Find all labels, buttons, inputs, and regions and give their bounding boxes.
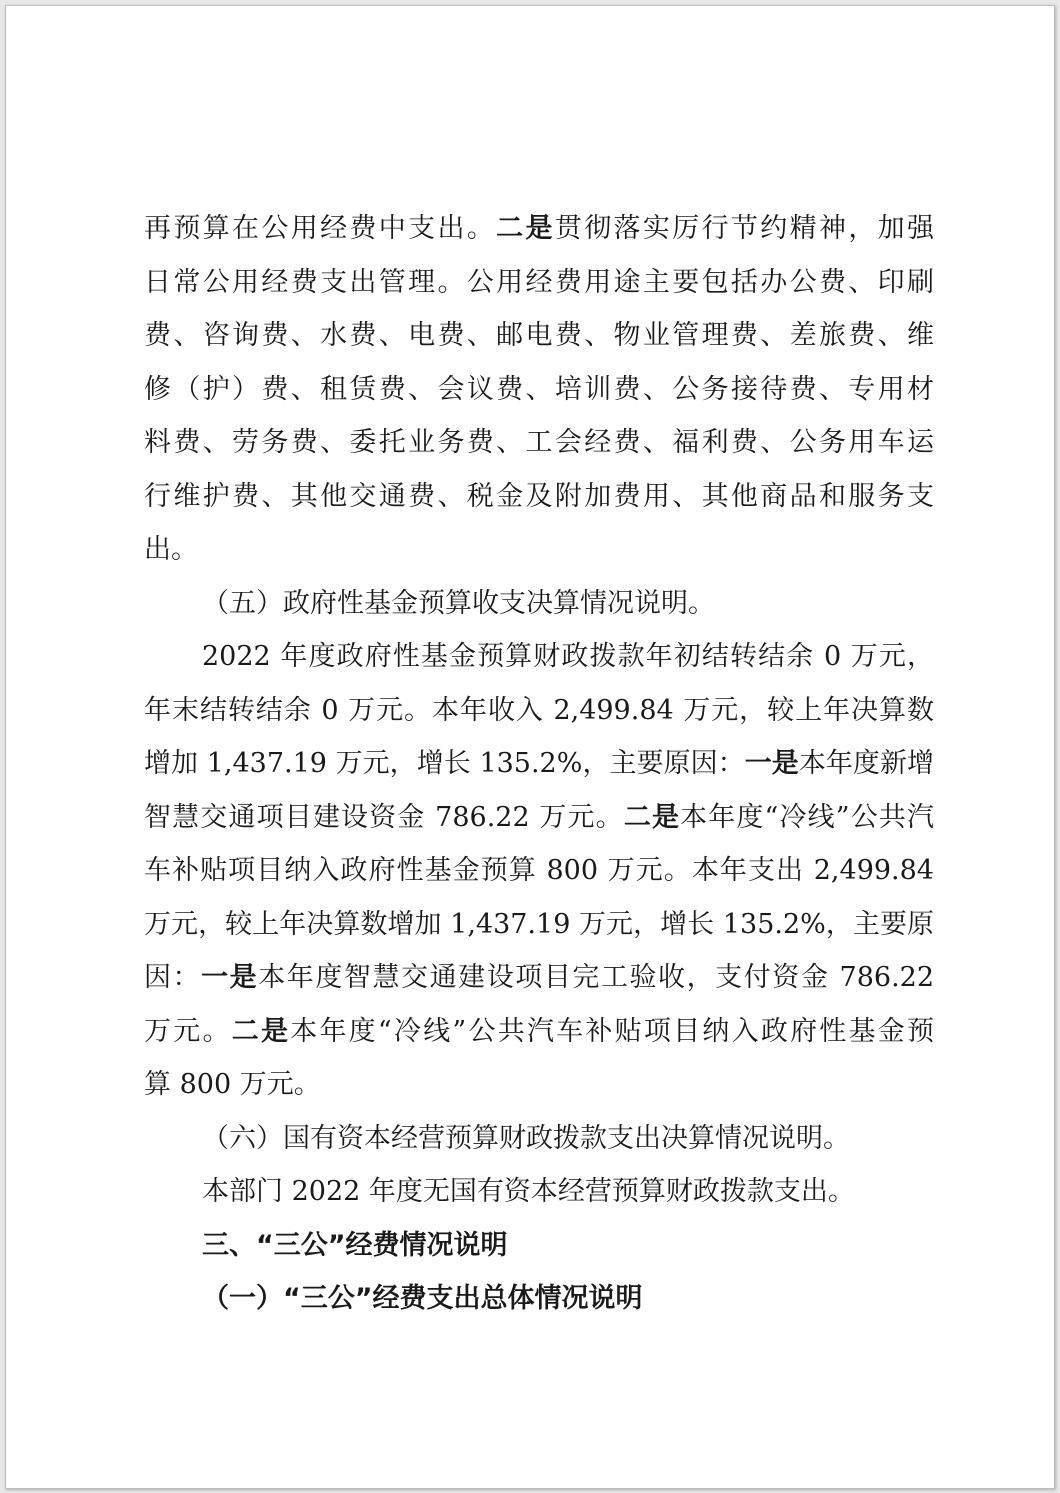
emphasis-text: 二是 xyxy=(496,213,555,244)
emphasis-text: 二是 xyxy=(231,1015,291,1047)
text-line xyxy=(144,1005,934,1059)
text-line xyxy=(144,202,934,256)
text-line: 费、咨询费、水费、电费、邮电费、物业管理费、差旅费、维 xyxy=(144,320,934,351)
text-segment: 本年度“冷线”公共汽 xyxy=(680,801,934,833)
text-segment: 本年度智慧交通建设项目完工验收，支付资金 786.22 xyxy=(258,962,934,993)
text-segment: 本年度新增 xyxy=(798,748,934,779)
text-line xyxy=(144,737,934,791)
section-heading-3: 三、“三公”经费情况说明 xyxy=(202,1229,508,1261)
emphasis-text: 一是 xyxy=(201,962,259,993)
text-line: 料费、劳务费、委托业务费、工会经费、福利费、公务用车运 xyxy=(144,427,934,458)
text-segment: 万元。 xyxy=(144,1015,232,1047)
text-segment: 贯彻落实厉行节约精神，加强 xyxy=(554,213,934,244)
section-heading-5: （五）政府性基金预算收支决算情况说明。 xyxy=(202,587,715,619)
section-heading-6: （六）国有资本经营预算财政拨款支出决算情况说明。 xyxy=(202,1122,850,1154)
text-segment: 本年度“冷线”公共汽车补贴项目纳入政府性基金预 xyxy=(290,1015,934,1047)
text-line: 年末结转结余 0 万元。本年收入 2,499.84 万元，较上年决算数 xyxy=(144,694,934,726)
text-segment: 因： xyxy=(144,962,202,993)
text-line xyxy=(144,951,934,1005)
text-line: 修（护）费、租赁费、会议费、培训费、公务接待费、专用材 xyxy=(144,373,934,405)
subsection-heading-3-1: （一）“三公”经费支出总体情况说明 xyxy=(202,1283,643,1314)
text-line: 日常公用经费支出管理。公用经费用途主要包括办公费、印刷 xyxy=(144,266,934,298)
text-line: 车补贴项目纳入政府性基金预算 800 万元。本年支出 2,499.84 xyxy=(144,855,934,886)
text-line: 行维护费、其他交通费、税金及附加费用、其他商品和服务支 xyxy=(144,480,934,512)
emphasis-text: 二是 xyxy=(623,801,681,833)
text-line xyxy=(144,791,934,845)
text-line: 2022 年度政府性基金预算财政拨款年初结转结余 0 万元， xyxy=(202,641,934,672)
emphasis-text: 一是 xyxy=(744,748,799,779)
document-page xyxy=(5,5,1055,1489)
text-line: 算 800 万元。 xyxy=(144,1069,321,1100)
text-line: 出。 xyxy=(144,534,198,565)
text-segment: 增加 1,437.19 万元，增长 135.2%，主要原因： xyxy=(144,748,745,779)
text-segment: 再预算在公用经费中支出。 xyxy=(144,213,497,244)
text-line: 本部门 2022 年度无国有资本经营预算财政拨款支出。 xyxy=(202,1176,855,1207)
text-line: 万元，较上年决算数增加 1,437.19 万元，增长 135.2%，主要原 xyxy=(144,908,934,940)
page-content xyxy=(144,202,934,1326)
text-segment: 智慧交通项目建设资金 786.22 万元。 xyxy=(144,801,624,833)
